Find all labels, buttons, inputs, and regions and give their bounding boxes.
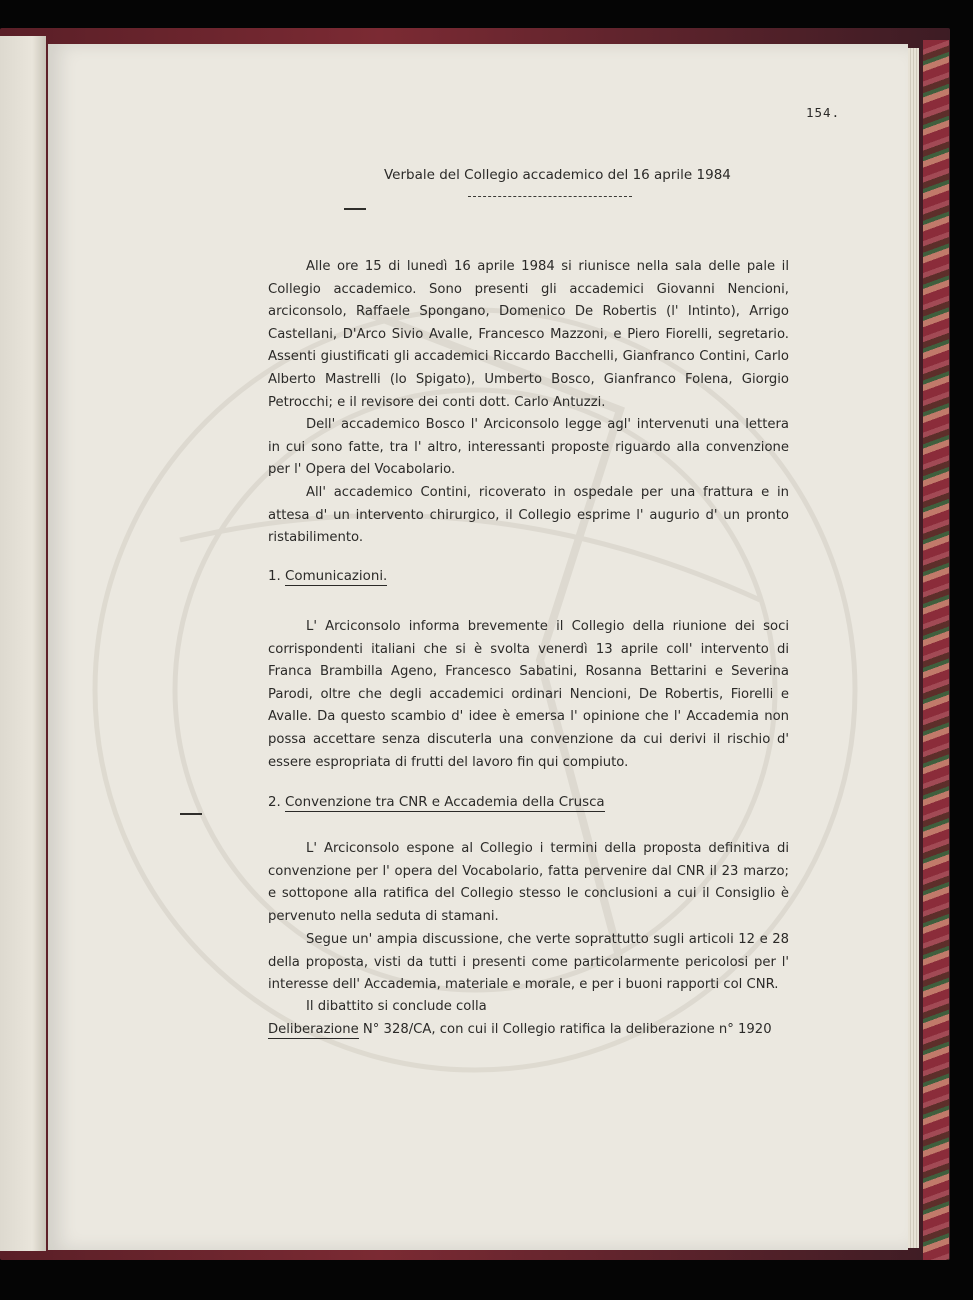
section-number: 2. <box>268 795 281 810</box>
section-title: Comunicazioni. <box>285 569 388 584</box>
paragraph-deliberazione <box>268 1019 789 1042</box>
section-heading-convenzione <box>268 795 605 810</box>
section-title: Convenzione tra CNR e Accademia della Crusca <box>285 795 605 810</box>
paragraph-conclusion: Il dibattito si conclude colla <box>306 999 487 1014</box>
paragraph-comunicazioni: L' Arciconsolo informa brevemente il Collegio della riunione dei soci corrispondenti italiani che si è svolta venerdì 13 aprile coll' intervento di Franca Brambilla Ageno, Francesco Sabatini, Rosanna Bettarini e Severina Parodi, oltre che degli accademici ordinari Nencioni, De Robertis, Fiorelli e Avalle. Da questo scambio d' idee è emersa l' opinione che l' Accademia non possa accettare senza discuterla una convenzione da cui derivi il rischio d' essere espropriata di frutti del lavoro fin qui compiuto. <box>268 619 789 770</box>
section-heading-comunicazioni <box>268 569 387 584</box>
page-title: Verbale del Collegio accademico del 16 aprile 1984 <box>384 167 731 183</box>
page-number: 154. <box>806 105 841 120</box>
margin-mark <box>344 208 366 210</box>
paragraph-convenzione-terms: L' Arciconsolo espone al Collegio i termini della proposta definitiva di convenzione per l' opera del Vocabolario, fatta pervenire dal CNR il 23 marzo; e sottopone alla ratifica del Collegio stesso le conclusioni a cui il Consiglio è pervenuto nella seduta di stamani. <box>268 841 789 924</box>
paragraph-contini: All' accademico Contini, ricoverato in ospedale per una frattura e in attesa d' un intervento chirurgico, il Collegio esprime l' augurio d' un pronto ristabilimento. <box>268 485 789 546</box>
paragraph-discussion: Segue un' ampia discussione, che verte soprattutto sugli articoli 12 e 28 della proposta, visti da tutti i presenti come particolarmente pericolosi per l' interesse dell' Accademia, materiale e morale, e per i buoni rapporti col CNR. <box>268 932 789 993</box>
title-underline <box>468 196 632 197</box>
margin-mark <box>180 813 202 815</box>
section-number: 1. <box>268 569 281 584</box>
paragraph-attendance: Alle ore 15 di lunedì 16 aprile 1984 si riunisce nella sala delle pale il Collegio accademico. Sono presenti gli accademici Giovanni Nencioni, arciconsolo, Raffaele Spongano, Domenico De Robertis (l' Intinto), Arrigo Castellani, D'Arco Sivio Avalle, Francesco Mazzoni, e Piero Fiorelli, segretario. Assenti giustificati gli accademici Riccardo Bacchelli, Gianfranco Contini, Carlo Alberto Mastrelli (lo Spigato), Umberto Bosco, Gianfranco Folena, Giorgio Petrocchi; e il revisore dei conti dott. Carlo Antuzzi. <box>268 259 789 410</box>
deliberazione-text: N° 328/CA, con cui il Collegio ratifica la deliberazione n° 1920 <box>358 1022 772 1037</box>
deliberazione-label: Deliberazione <box>268 1022 359 1037</box>
paragraph-bosco-letter: Dell' accademico Bosco l' Arciconsolo legge agl' intervenuti una lettera in cui sono fatte, tra l' altro, interessanti proposte riguardo alla convenzione per l' Opera del Vocabolario. <box>268 417 789 478</box>
